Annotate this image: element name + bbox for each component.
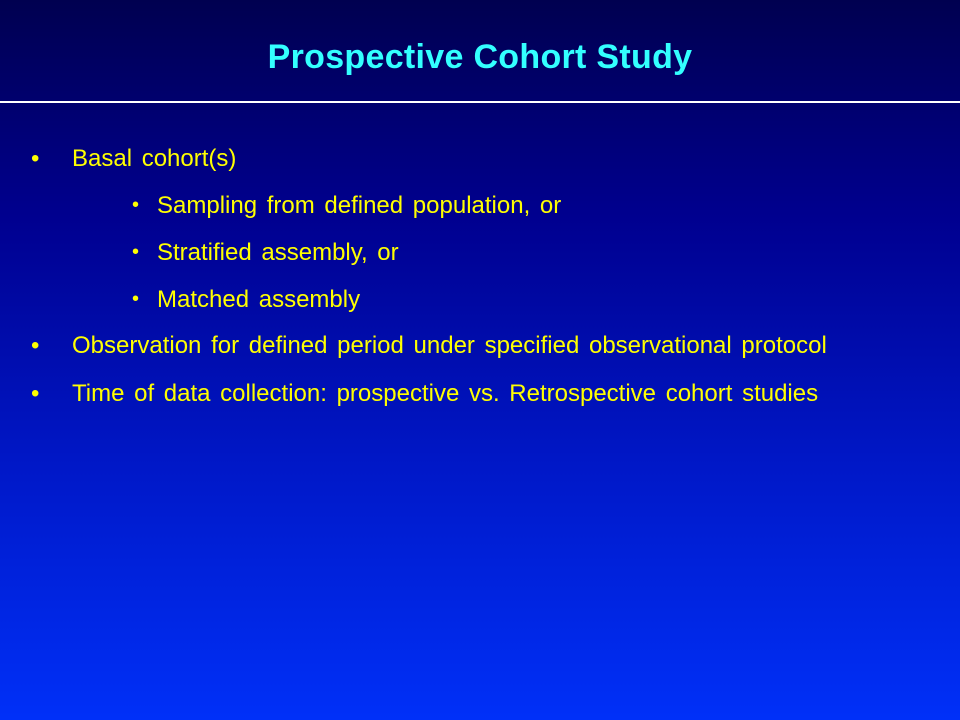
title-divider — [0, 101, 960, 103]
bullet-marker: • — [31, 145, 40, 172]
sub-bullet-item — [0, 236, 960, 269]
sub-bullet-text: Matched assembly — [157, 286, 361, 313]
bullet-text: Observation for defined period under specified observational protocol — [72, 332, 827, 359]
bullet-text: Time of data collection: prospective vs. Retrospective cohort studies — [72, 380, 819, 407]
slide-title: Prospective Cohort Study — [267, 38, 693, 76]
bullet-item — [0, 142, 960, 175]
slide-body — [0, 142, 960, 410]
sub-bullet-item — [0, 283, 960, 316]
sub-bullet-item — [0, 189, 960, 222]
sub-bullet-text: Sampling from defined population, or — [157, 192, 562, 219]
bullet-item — [0, 377, 960, 410]
sub-bullet-marker: • — [132, 288, 140, 310]
bullet-text: Basal cohort(s) — [72, 145, 237, 172]
bullet-item — [0, 329, 960, 362]
sub-bullet-marker: • — [132, 241, 140, 263]
sub-bullet-text: Stratified assembly, or — [157, 239, 399, 266]
bullet-marker: • — [31, 332, 40, 359]
bullet-marker: • — [31, 380, 40, 407]
sub-bullet-marker: • — [132, 194, 140, 216]
